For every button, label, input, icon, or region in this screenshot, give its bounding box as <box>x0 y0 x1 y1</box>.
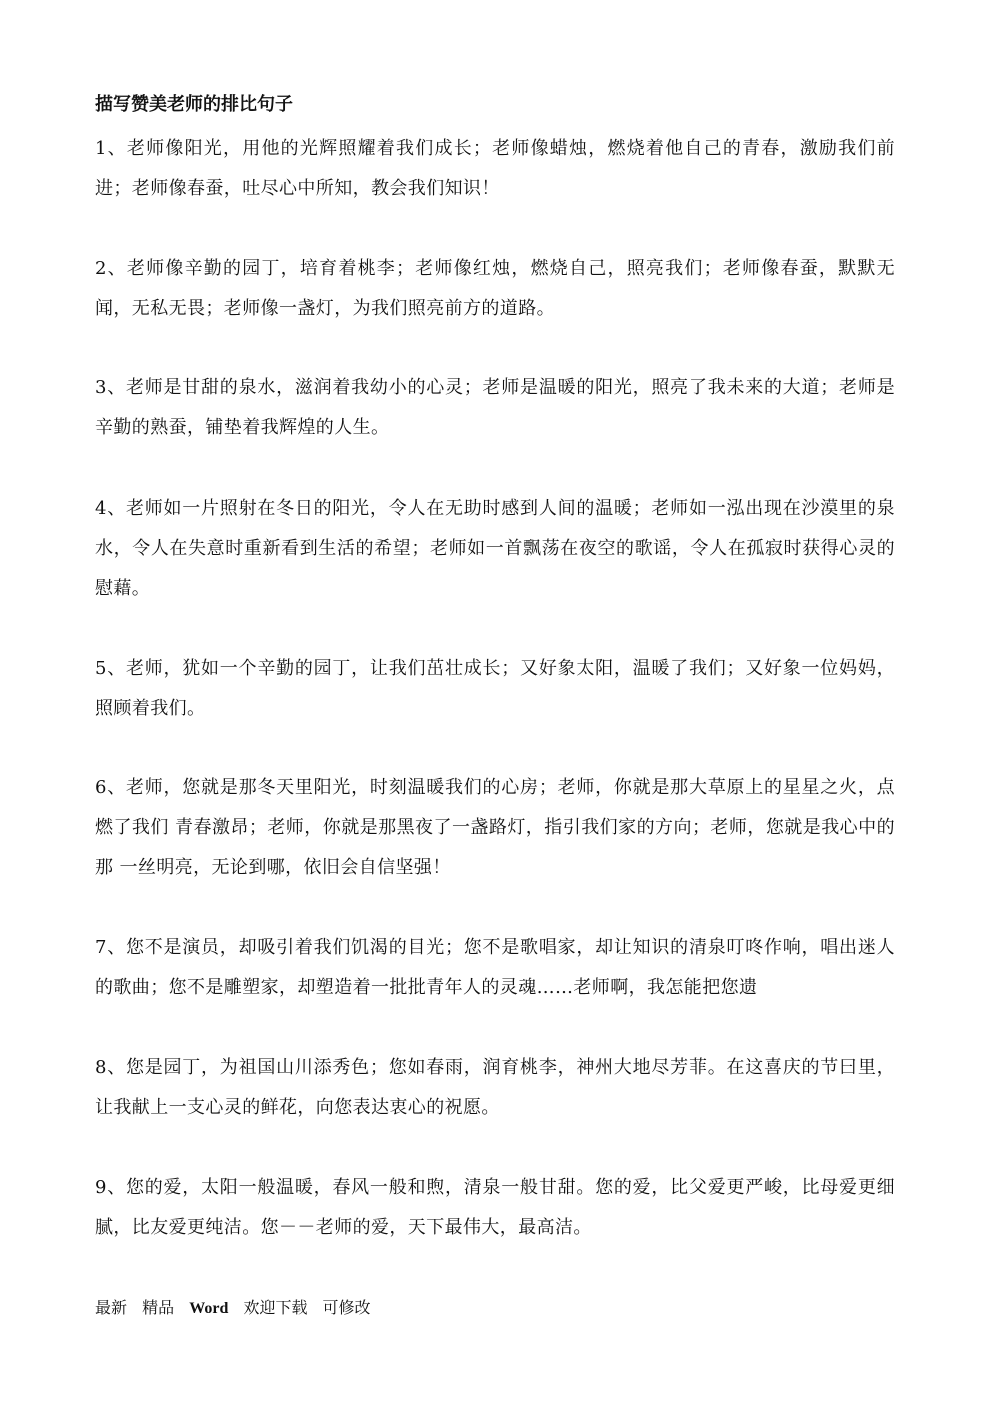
paragraph-9: 9、您的爱，太阳一般温暖，春风一般和煦，清泉一般甘甜。您的爱，比父爱更严峻，比母爱更细腻，比友爱更纯洁。您－－老师的爱，天下最伟大，最高洁。 <box>95 1177 895 1238</box>
paragraph-3: 3、老师是甘甜的泉水，滋润着我幼小的心灵；老师是温暖的阳光，照亮了我未来的大道；老师是辛勤的熟蚕，铺垫着我辉煌的人生。 <box>95 377 895 438</box>
footer-text-download: 欢迎下载 <box>243 1298 308 1317</box>
paragraph-8: 8、您是园丁，为祖国山川添秀色；您如春雨，润育桃李，神州大地尽芳菲。在这喜庆的节曰里，让我献上一支心灵的鲜花，向您表达衷心的祝愿。 <box>95 1057 895 1118</box>
paragraph-5: 5、老师，犹如一个辛勤的园丁，让我们茁壮成长；又好象太阳，温暖了我们；又好象一位妈妈，照顾着我们。 <box>95 658 895 719</box>
footer-note <box>95 1296 381 1321</box>
paragraph-4: 4、老师如一片照射在冬日的阳光，令人在无助时感到人间的温暖；老师如一泓出现在沙漠里的泉水，令人在失意时重新看到生活的希望；老师如一首飘荡在夜空的歌谣，令人在孤寂时获得心灵的慰藉。 <box>95 498 895 599</box>
footer-text-latest: 最新 <box>95 1298 128 1317</box>
paragraph-6: 6、老师，您就是那冬天里阳光，时刻温暖我们的心房；老师，你就是那大草原上的星星之火，点燃了我们 青春激昂；老师，你就是那黑夜了一盏路灯，指引我们家的方向；老师，您就是我心中的那 一丝明亮，无论到哪，依旧会自信坚强！ <box>95 777 895 878</box>
paragraph-1: 1、老师像阳光，用他的光辉照耀着我们成长；老师像蜡烛，燃烧着他自己的青春，激励我们前进；老师像春蚕，吐尽心中所知，教会我们知识！ <box>95 138 895 199</box>
footer-text-editable: 可修改 <box>322 1298 371 1317</box>
paragraph-7: 7、您不是演员，却吸引着我们饥渴的目光；您不是歌唱家，却让知识的清泉叮咚作响，唱出迷人的歌曲；您不是雕塑家，却塑造着一批批青年人的灵魂……老师啊，我怎能把您遗 <box>95 937 895 998</box>
paragraph-2: 2、老师像辛勤的园丁，培育着桃李；老师像红烛，燃烧自己，照亮我们；老师像春蚕，默默无闻，无私无畏；老师像一盏灯，为我们照亮前方的道路。 <box>95 258 895 319</box>
footer-text-quality: 精品 <box>142 1298 175 1317</box>
footer-text-word: Word <box>189 1300 229 1317</box>
document-title: 描写赞美老师的排比句子 <box>95 94 293 115</box>
